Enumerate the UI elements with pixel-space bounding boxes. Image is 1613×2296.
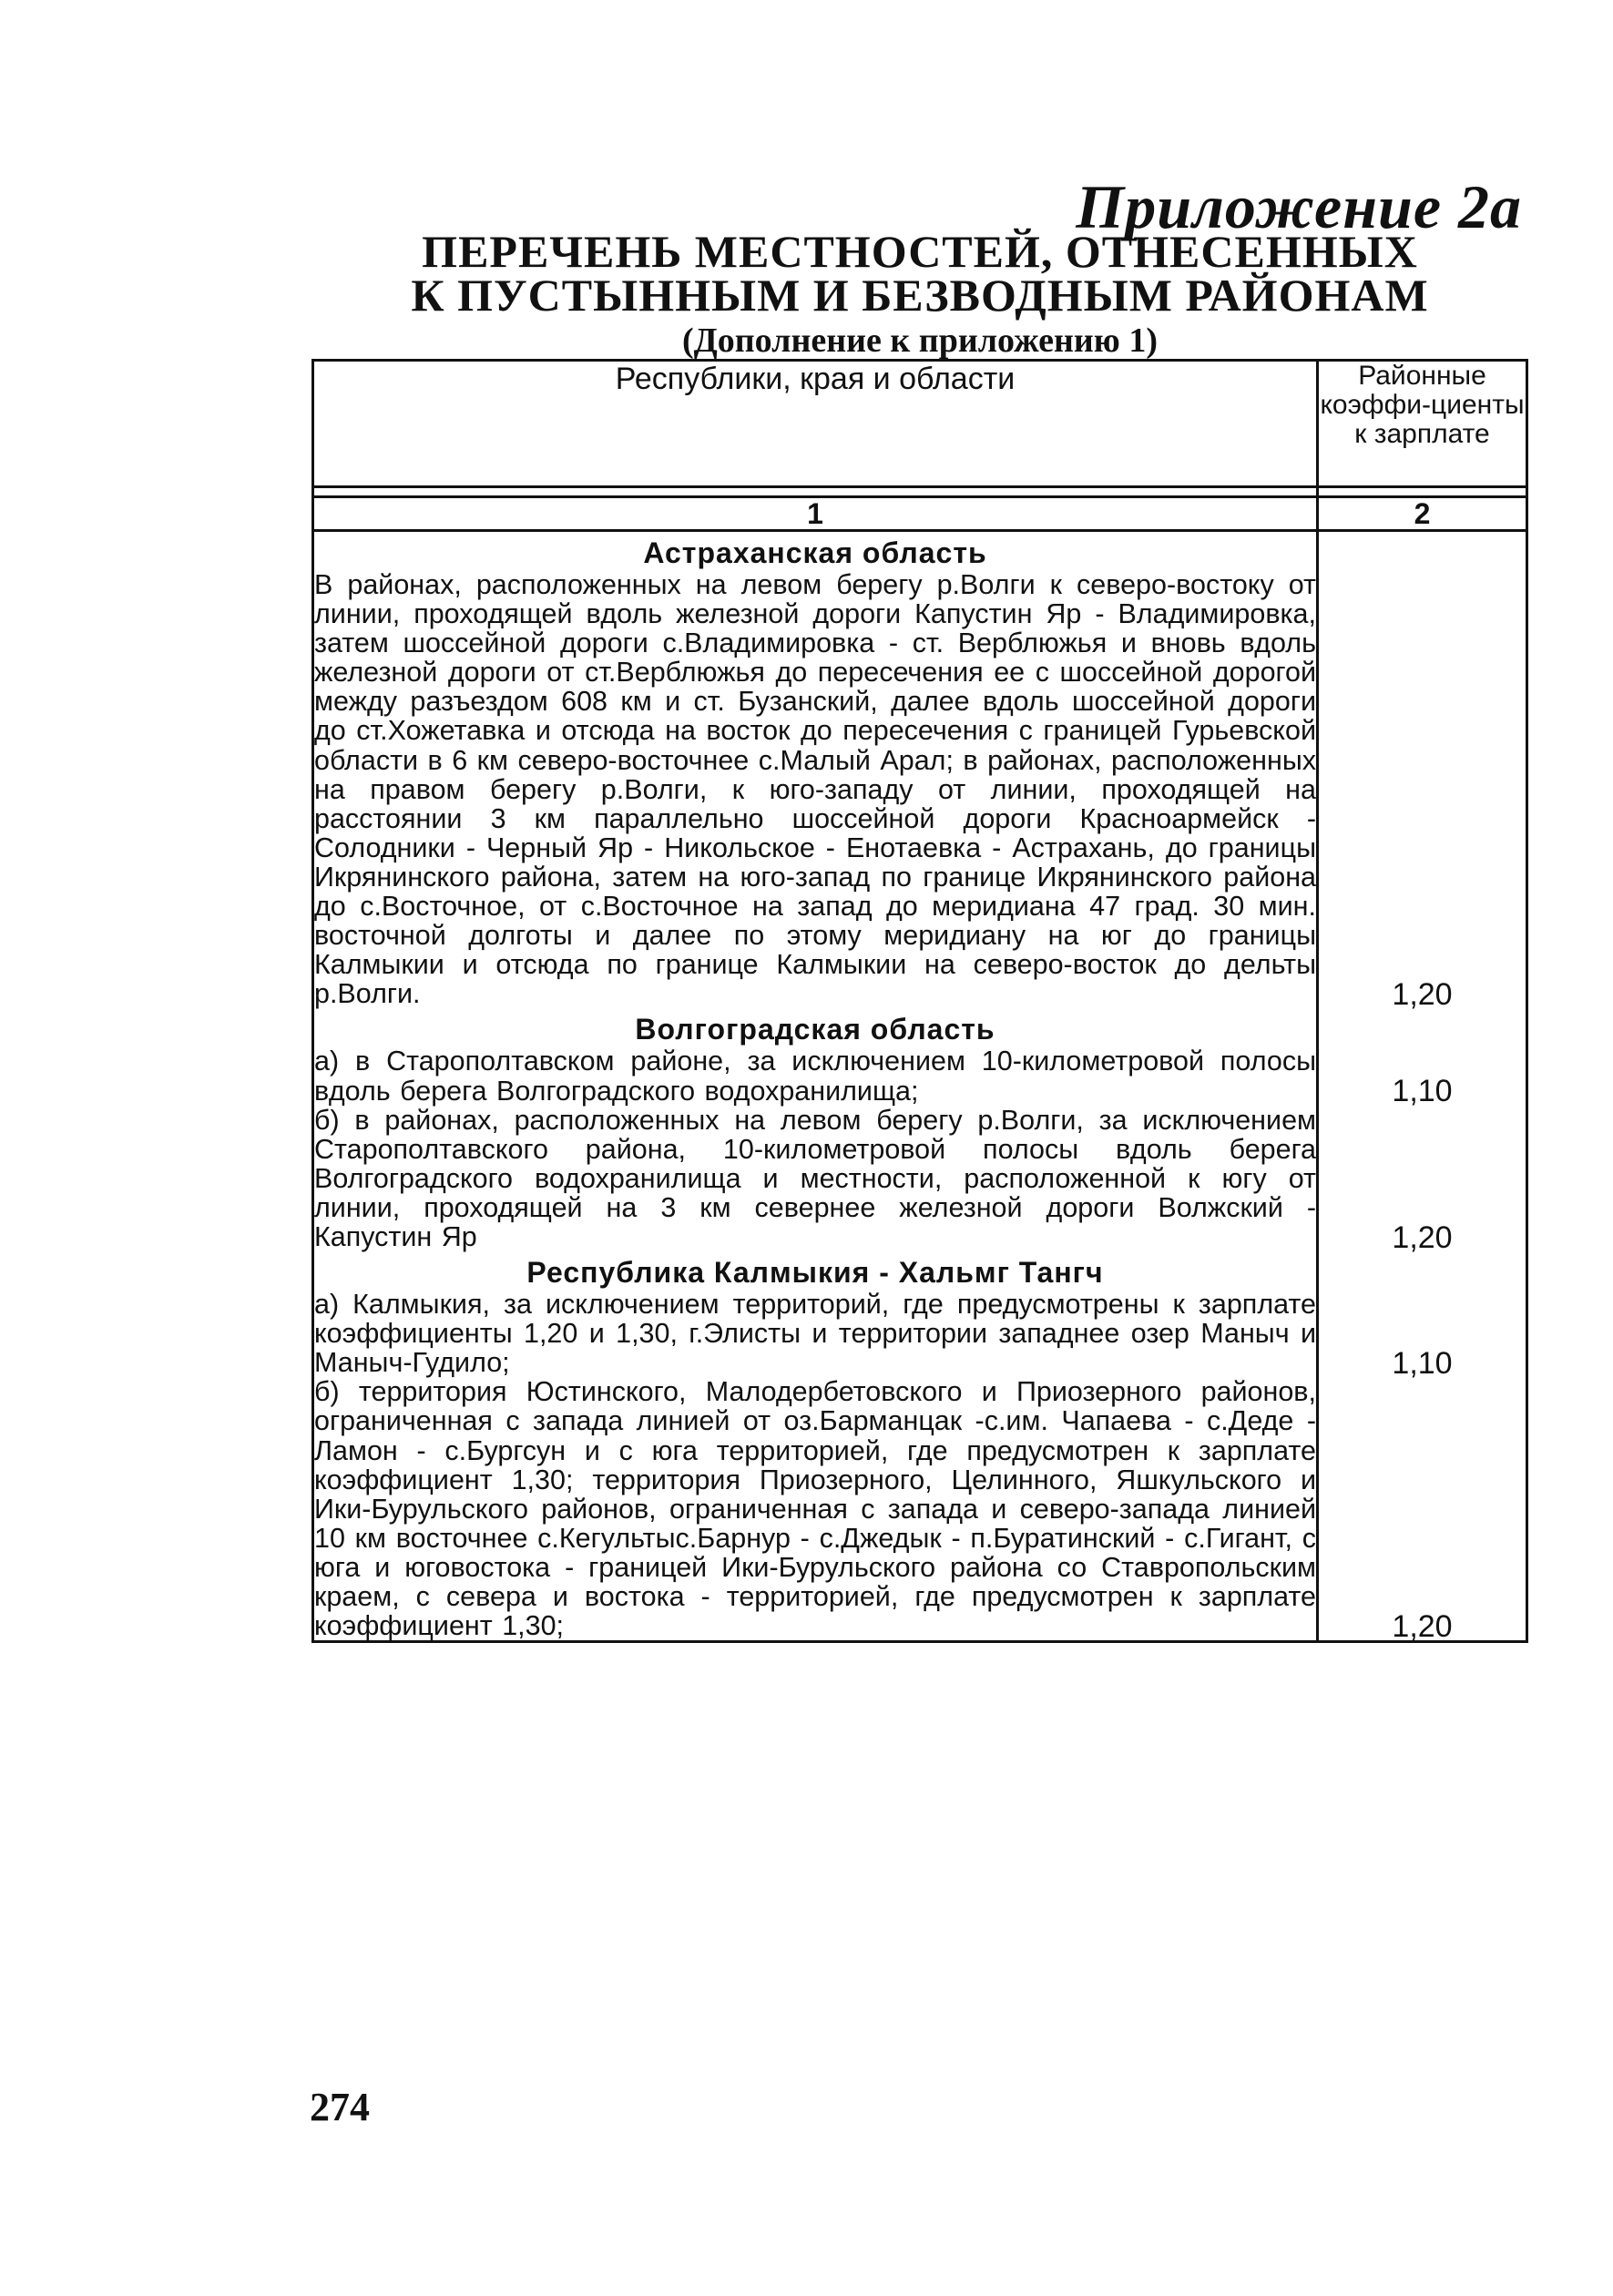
column-header-regions: Республики, края и области	[313, 361, 1318, 487]
column-number-2: 2	[1318, 497, 1527, 531]
column-header-coefficients: Районные коэффи-циенты к зарплате	[1318, 361, 1527, 487]
document-title-line-1: ПЕРЕЧЕНЬ МЕСТНОСТЕЙ, ОТНЕСЕННЫХ	[422, 226, 1418, 277]
coefficient-value: 1,20	[1392, 1608, 1453, 1644]
coefficient-value: 1,10	[1392, 1074, 1453, 1109]
page-number: 274	[310, 2085, 370, 2129]
region-item-text: б) территория Юстинского, Малодербетовского и Приозерного районов, ограниченная с запада линией от оз.Барманцак -с.им. Чапаева - с.Деде - Ламон - с.Бургсун и с юга территорией, где предусмотрен к зарплате коэффициент 1,30; территория Приозерного, Целинного, Яшкульского и Ики-Бурульского районов, ограниченная с запада и северо-запада линией 10 км восточнее с.Кегультыс.Барнур - с.Джедык - п.Буратинский - с.Гигант, с юга и юговостока - границей Ики-Бурульского района со Ставропольским краем, с севера и востока - территорией, где предусмотрен к зарплате коэффициент 1,30;	[314, 1376, 1316, 1642]
region-heading: Волгоградская область	[635, 1013, 995, 1046]
coefficient-value: 1,20	[1392, 976, 1453, 1012]
region-heading: Республика Калмыкия - Хальмг Тангч	[526, 1256, 1104, 1290]
document-subtitle: (Дополнение к приложению 1)	[681, 321, 1159, 360]
region-item-text: б) в районах, расположенных на левом берегу р.Волги, за исключением Старополтавского района, 10-километровой полосы вдоль берега Волгоградского водохранилища и местности, расположенной к югу от линии, проходящей на 3 км севернее железной дороги Волжский - Капустин Яр	[314, 1104, 1316, 1252]
table-header-row	[313, 361, 1527, 487]
table-body-row	[313, 531, 1527, 1642]
column-number-1: 1	[313, 497, 1318, 531]
coefficient-value: 1,20	[1392, 1219, 1453, 1255]
document-title-line-2: К ПУСТЫННЫМ И БЕЗВОДНЫМ РАЙОНАМ	[411, 270, 1429, 321]
column-number-row	[313, 497, 1527, 531]
title-block	[310, 226, 1530, 362]
coefficient-value: 1,10	[1392, 1345, 1453, 1381]
appendix-label: Приложение 2а	[1076, 172, 1522, 241]
region-item-text: В районах, расположенных на левом берегу р.Волги к северо-востоку от линии, проходящей вдоль железной дороги Капустин Яр - Владимировка, затем шоссейной дороги с.Владимировка - ст. Верблюжья и вновь вдоль железной дороги от ст.Верблюжья до пересечения ее с шоссейной дорогой между разъездом 608 км и ст. Бузанский, далее вдоль шоссейной дороги до ст.Хожетавка и отсюда на восток до пересечения с границей Гурьевской области в 6 км северо-восточнее с.Малый Арал; в районах, расположенных на правом берегу р.Волги, к юго-западу от линии, проходящей на расстоянии 3 км параллельно шоссейной дороги Красноармейск - Солодники - Черный Яр - Никольское - Енотаевка - Астрахань, до границы Икрянинского района, затем на юго-запад по границе Икрянинского района до с.Восточное, от с.Восточное на запад до меридиана 47 град. 30 мин. восточной долготы и далее по этому меридиану на юг до границы Калмыкии и отсюда по границе Калмыкии на северо-восток до дельты р.Волги.	[314, 569, 1316, 1010]
regions-table	[311, 359, 1528, 1643]
region-item-text: а) в Старополтавском районе, за исключением 10-километровой полосы вдоль берега Волгоградского водохранилища;	[314, 1046, 1316, 1107]
table-separator-row	[313, 487, 1527, 497]
region-item-text: а) Калмыкия, за исключением территорий, где предусмотрены к зарплате коэффициенты 1,20 и 1,30, г.Элисты и территории западнее озер Маныч и Маныч-Гудило;	[314, 1289, 1316, 1379]
region-heading: Астраханская область	[643, 536, 987, 569]
regions-text-cell	[313, 531, 1318, 1642]
coefficients-cell	[1318, 531, 1527, 1642]
